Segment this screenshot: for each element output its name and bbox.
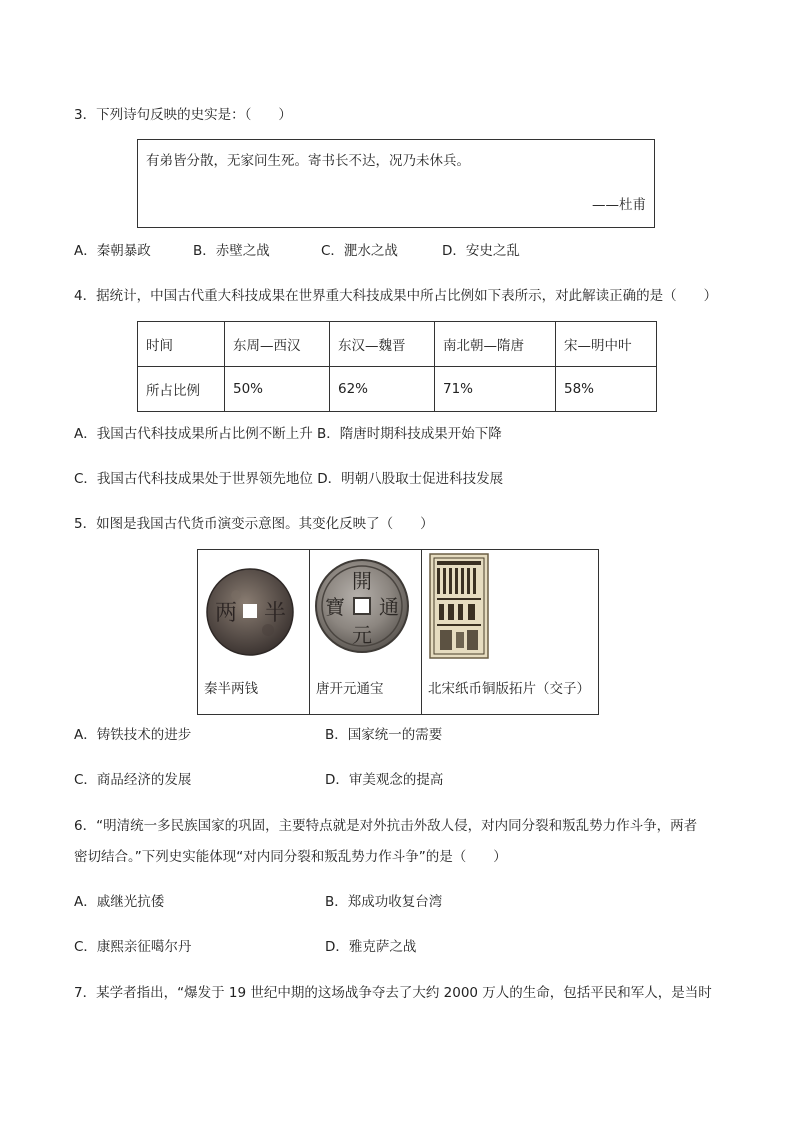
table-row — [138, 322, 657, 367]
jiaozi-printing-plate-image — [422, 550, 598, 674]
table-cell: 东汉—魏晋 — [330, 322, 435, 367]
q3-option-b: B．赤壁之战 — [193, 243, 270, 259]
tang-coin-caption: 唐开元通宝 — [316, 681, 384, 697]
q6-option-b: B．郑成功收复台湾 — [325, 894, 443, 910]
q6-stem-line2: 密切结合。”下列史实能体现“对内同分裂和叛乱势力作斗争”的是（ ） — [74, 849, 507, 865]
jiaozi-cell — [422, 550, 598, 714]
q4-options-line1: A．我国古代科技成果所占比例不断上升 B．隋唐时期科技成果开始下降 — [74, 426, 502, 442]
q5-option-d: D．审美观念的提高 — [325, 772, 444, 788]
q5-option-a: A．铸铁技术的进步 — [74, 727, 192, 743]
q3-poem-author: ——杜甫 — [592, 197, 646, 213]
q5-currency-figure — [197, 549, 599, 715]
table-cell: 宋—明中叶 — [556, 322, 657, 367]
q3-poem-box — [137, 139, 655, 228]
table-cell: 时间 — [138, 322, 225, 367]
qin-coin-cell — [198, 550, 310, 714]
q6-option-c: C．康熙亲征噶尔丹 — [74, 939, 192, 955]
q6-stem-line1: 6．“明清统一多民族国家的巩固，主要特点就是对外抗击外敌人侵，对内同分裂和叛乱势力作斗争，两者 — [74, 818, 698, 834]
tang-coin-glyph-bao: 寶 — [325, 595, 345, 619]
table-cell: 71% — [435, 367, 556, 412]
jiaozi-caption: 北宋纸币铜版拓片（交子） — [428, 681, 590, 697]
q6-option-a: A．戚继光抗倭 — [74, 894, 165, 910]
table-cell: 所占比例 — [138, 367, 225, 412]
q7-stem: 7．某学者指出，“爆发于 19 世纪中期的这场战争夺去了大约 2000 万人的生命，包括平民和军人，是当时 — [74, 985, 712, 1001]
q3-option-a: A．秦朝暴政 — [74, 243, 151, 259]
q5-stem: 5．如图是我国古代货币演变示意图。其变化反映了（ ） — [74, 516, 434, 532]
q6-option-d: D．雅克萨之战 — [325, 939, 417, 955]
q5-option-c: C．商品经济的发展 — [74, 772, 192, 788]
q3-option-d: D．安史之乱 — [442, 243, 520, 259]
tang-kaiyuan-coin-image — [310, 550, 422, 674]
table-cell: 58% — [556, 367, 657, 412]
tang-coin-glyph-kai: 開 — [352, 569, 372, 593]
tang-coin-glyph-yuan: 元 — [352, 623, 372, 647]
q3-poem: 有弟皆分散，无家问生死。寄书长不达，况乃未休兵。 — [146, 153, 470, 169]
table-cell: 50% — [225, 367, 330, 412]
q3-stem: 3．下列诗句反映的史实是：（ ） — [74, 107, 292, 123]
table-cell: 东周—西汉 — [225, 322, 330, 367]
q4-stem: 4．据统计，中国古代重大科技成果在世界重大科技成果中所占比例如下表所示，对此解读正确的是（ ） — [74, 288, 718, 304]
tang-coin-cell — [310, 550, 422, 714]
table-cell: 62% — [330, 367, 435, 412]
q4-stats-table — [137, 321, 657, 412]
qin-banliang-coin-image — [198, 550, 310, 674]
tang-coin-glyph-tong: 通 — [379, 595, 399, 619]
qin-coin-glyph-ban: 半 — [263, 601, 287, 626]
q3-option-c: C．淝水之战 — [321, 243, 398, 259]
q4-options-line2: C．我国古代科技成果处于世界领先地位 D．明朝八股取士促进科技发展 — [74, 471, 504, 487]
table-row — [138, 367, 657, 412]
qin-coin-caption: 秦半两钱 — [204, 681, 258, 697]
qin-coin-glyph-liang: 两 — [214, 601, 238, 626]
table-cell: 南北朝—隋唐 — [435, 322, 556, 367]
q5-option-b: B．国家统一的需要 — [325, 727, 443, 743]
